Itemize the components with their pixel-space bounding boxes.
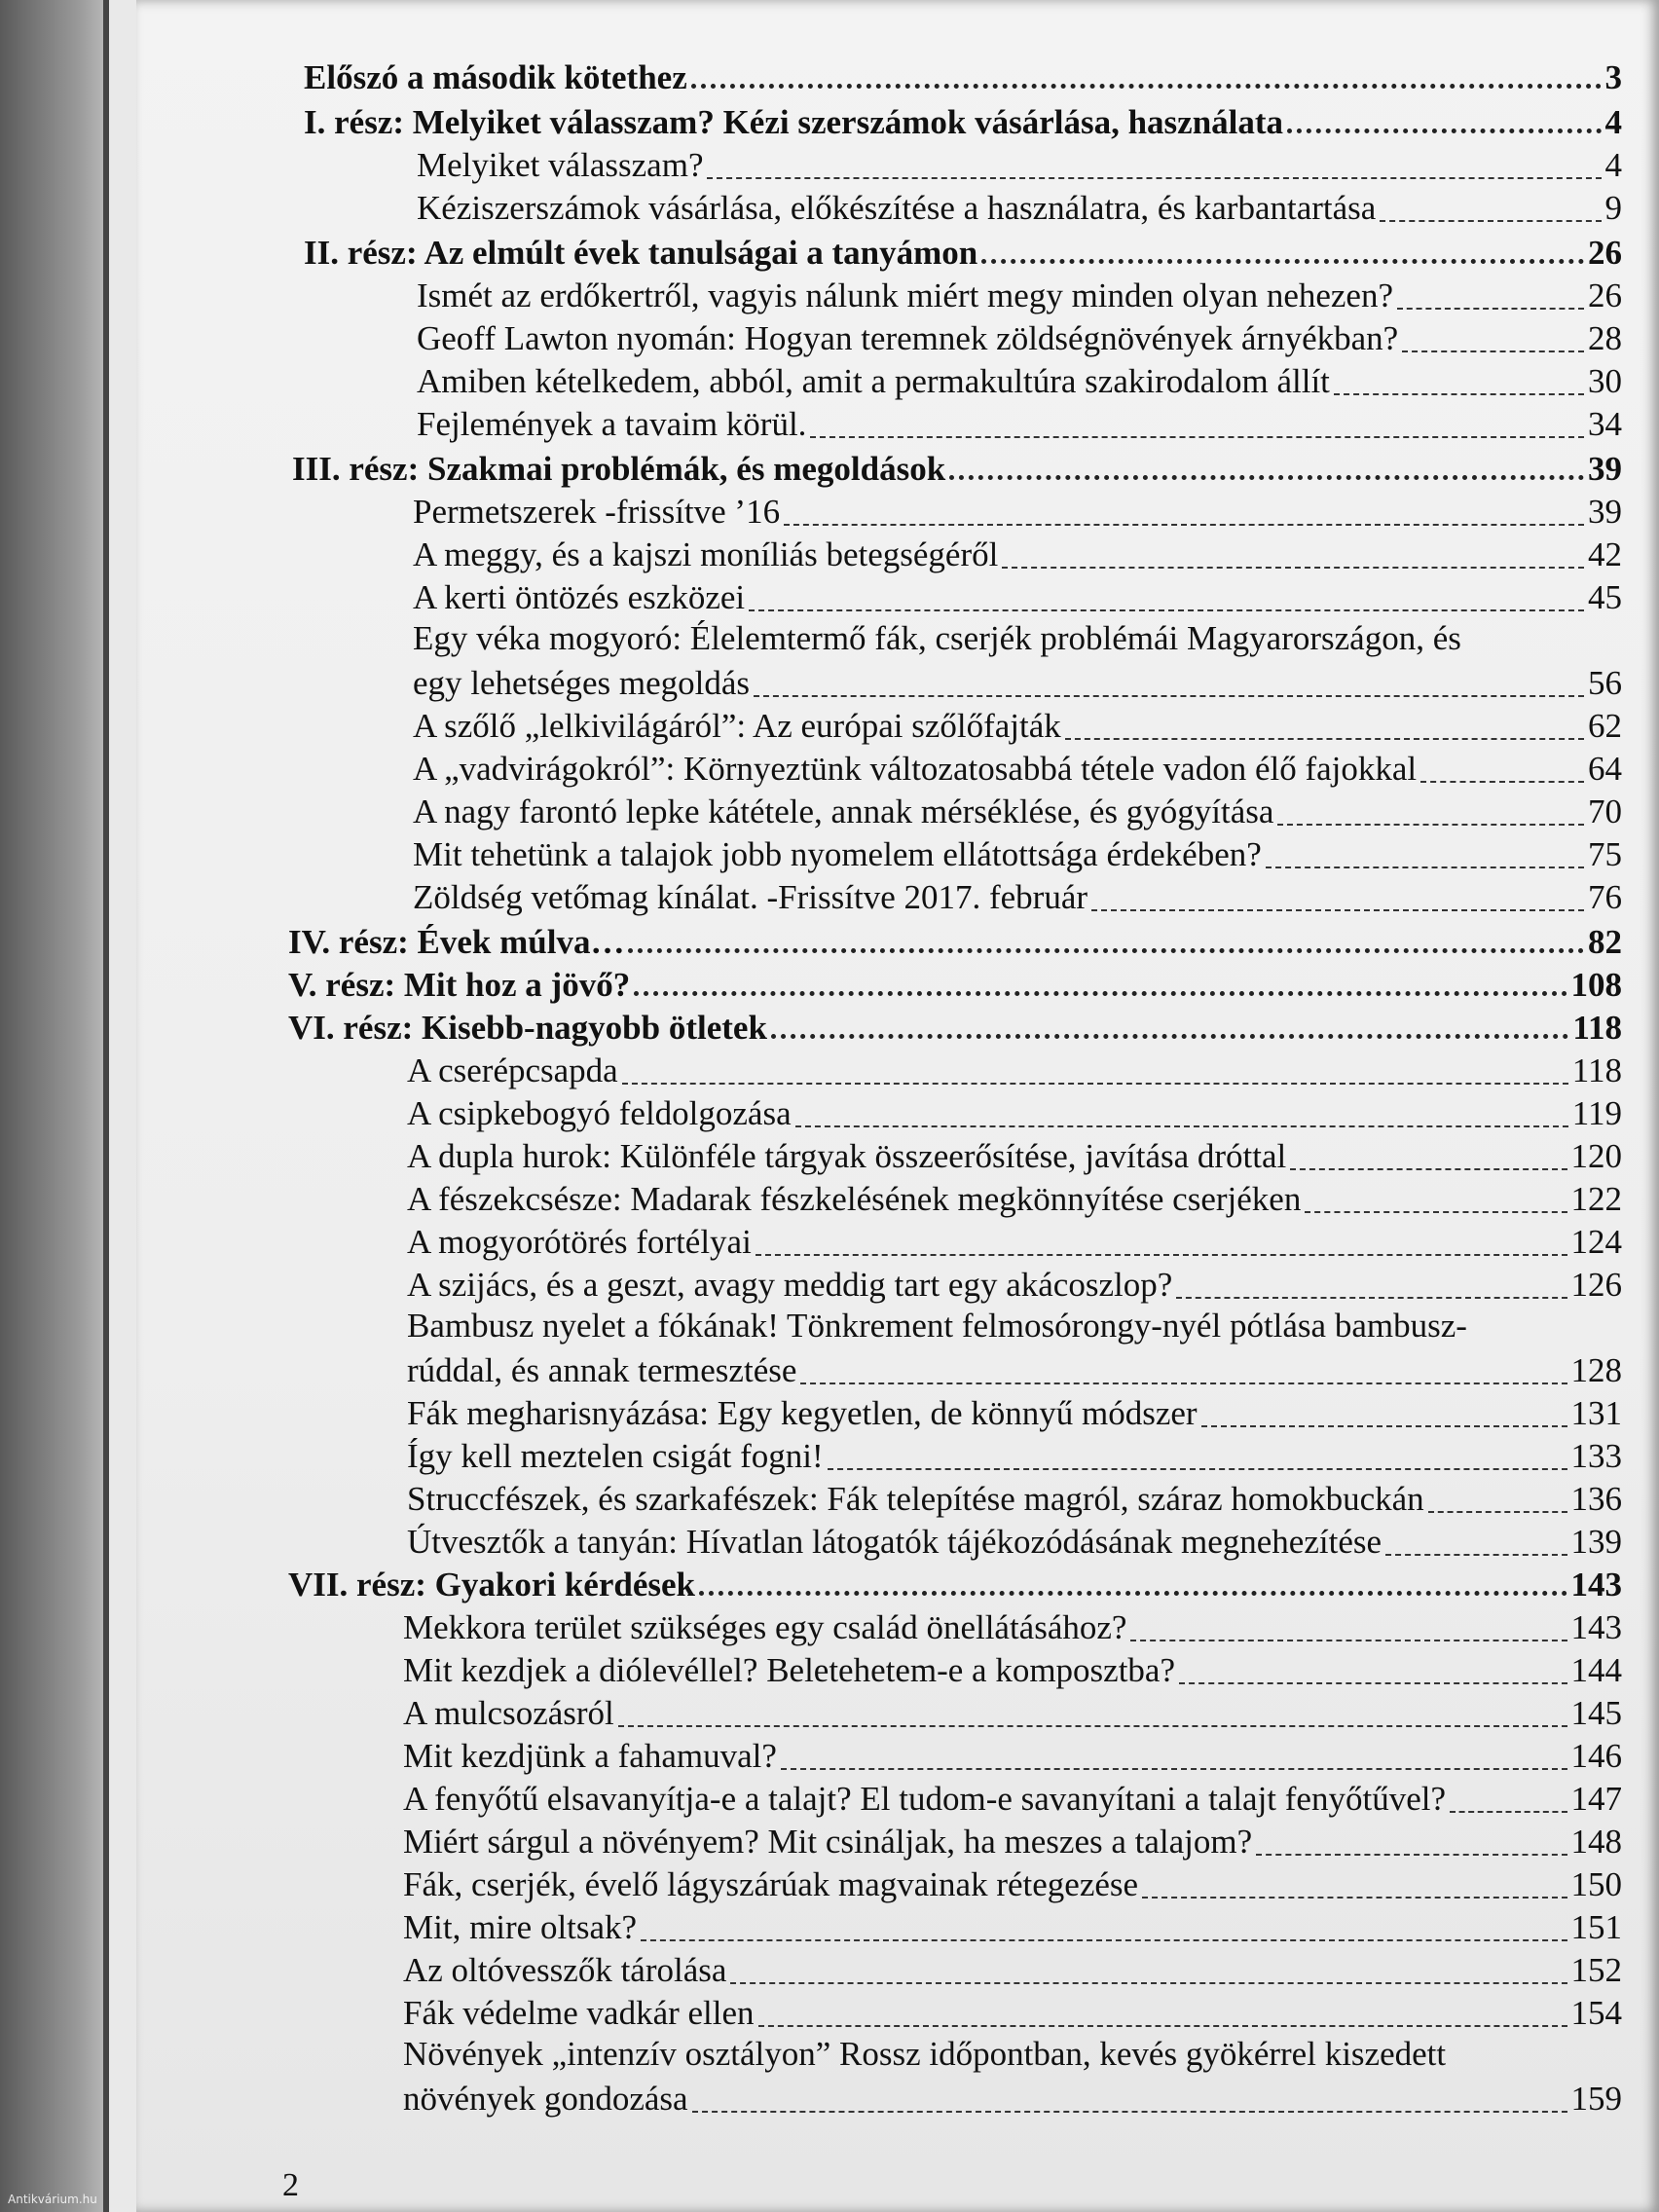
toc-entry-title: II. rész: Az elmúlt évek tanulságai a tanyámon [304,234,978,272]
toc-entry [403,1776,1622,1819]
toc-entry-page: 30 [1588,362,1622,400]
toc-entry [413,746,1622,789]
toc-entry-title: A fenyőtű elsavanyítja-e a talajt? El tudom-e savanyítani a talajt fenyőtűvel? [403,1780,1446,1818]
toc-leader [1420,781,1584,783]
toc-leader [771,1034,1568,1039]
toc-entry-title: A meggy, és a kajszi moníliás betegségéről [413,535,999,573]
toc-entry-page: 64 [1588,750,1622,788]
toc-entry-title: VII. rész: Gyakori kérdések [288,1566,696,1604]
toc-entry [413,660,1622,703]
toc-entry [288,919,1622,962]
toc-leader [1402,350,1584,352]
toc-entry-title: Mit kezdjünk a fahamuval? [403,1737,777,1775]
toc-entry-page: 62 [1588,707,1622,745]
toc-entry-title: Mit tehetünk a talajok jobb nyomelem ellátottsága érdekében? [413,835,1262,873]
toc-entry-title: növények gondozása [403,2080,688,2118]
toc-entry [304,55,1622,97]
toc-leader [828,1468,1567,1470]
toc-leader [1277,824,1584,826]
toc-entry-page: 28 [1588,319,1622,357]
toc-entry-title: A csipkebogyó feldolgozása [407,1094,792,1132]
toc-entry-page: 75 [1588,835,1622,873]
toc-entry-title: A mulcsozásról [403,1694,614,1732]
toc-entry [407,1090,1622,1133]
toc-leader [756,1254,1567,1256]
toc-entry-page: 3 [1604,58,1622,96]
toc-entry-page: 56 [1588,664,1622,702]
toc-leader [758,2025,1567,2027]
toc-leader [1065,738,1584,740]
toc-entry-title: A nagy farontó lepke kátétele, annak mérséklése, és gyógyítása [413,793,1274,830]
toc-entry-page: 151 [1570,1908,1622,1946]
toc-entry-title: Kéziszerszámok vásárlása, előkészítése a használatra, és karbantartása [417,189,1377,227]
toc-entry-page: 136 [1570,1480,1622,1518]
toc-entry-title: Ismét az erdőkertről, vagyis nálunk miért megy minden olyan nehezen? [417,276,1393,314]
toc-leader [699,1591,1567,1596]
toc-entry-page: 126 [1570,1266,1622,1304]
toc-entry-title: V. rész: Mit hoz a jövő? [288,966,631,1004]
toc-entry-page: 128 [1570,1351,1622,1389]
toc-entry-page: 76 [1588,878,1622,916]
toc-leader [1334,393,1584,395]
toc-entry [304,230,1622,273]
toc-entry-page: 118 [1572,1009,1622,1047]
toc-entry [417,401,1622,444]
table-of-contents [0,55,1659,2157]
toc-entry-page: 133 [1570,1437,1622,1475]
toc-entry-page: 131 [1570,1394,1622,1432]
toc-entry-title: Fejlemények a tavaim körül. [417,405,807,443]
toc-entry-page: 4 [1604,146,1622,184]
toc-entry-page: 144 [1570,1651,1622,1689]
toc-entry [413,874,1622,917]
toc-leader [634,991,1567,996]
toc-entry-page: 26 [1588,276,1622,314]
toc-entry-title: Permetszerek -frissítve ’16 [413,493,781,531]
toc-entry [413,574,1622,617]
toc-entry-page: 145 [1570,1694,1622,1732]
toc-leader [1266,866,1584,868]
toc-entry [413,703,1622,746]
toc-entry-page: 70 [1588,793,1622,830]
toc-entry [407,1390,1622,1433]
toc-entry-page: 39 [1588,450,1622,488]
toc-entry-page: 148 [1570,1823,1622,1861]
toc-entry-page: 159 [1570,2080,1622,2118]
toc-entry-page: 4 [1604,103,1622,141]
toc-entry-page: 146 [1570,1737,1622,1775]
toc-leader [641,1939,1567,1941]
toc-entry [407,1219,1622,1262]
toc-entry-title-line1: Bambusz nyelet a fókának! Tönkrement felmosórongy-nyél pótlása bambusz- [407,1307,1467,1345]
toc-entry-page: 152 [1570,1951,1622,1989]
toc-entry-page: 42 [1588,535,1622,573]
toc-leader [749,609,1584,611]
toc-leader [1287,129,1601,133]
toc-leader [1385,1554,1567,1556]
toc-entry-title: A mogyorótörés fortélyai [407,1223,752,1261]
toc-entry-title: III. rész: Szakmai problémák, és megoldások [292,450,946,488]
toc-entry-page: 139 [1570,1523,1622,1561]
toc-entry-title: Zöldség vetőmag kínálat. -Frissítve 2017. február [413,878,1088,916]
toc-leader [1428,1511,1567,1513]
toc-entry-page: 108 [1570,966,1622,1004]
toc-entry-title: A szijács, és a geszt, avagy meddig tart egy akácoszlop? [407,1266,1173,1304]
toc-leader [784,524,1584,526]
toc-entry [407,1476,1622,1519]
toc-entry [413,831,1622,874]
toc-leader [1176,1297,1567,1299]
toc-entry [403,1862,1622,1904]
toc-entry-page: 9 [1604,189,1622,227]
toc-leader [1130,1640,1567,1641]
toc-leader [1305,1211,1567,1213]
toc-entry [403,1604,1622,1647]
toc-leader [754,695,1584,697]
toc-entry [417,315,1622,358]
toc-entry [413,789,1622,831]
toc-entry-page: 154 [1570,1994,1622,2032]
toc-entry-title: rúddal, és annak termesztése [407,1351,797,1389]
toc-entry-title: Melyiket válasszam? [417,146,704,184]
page-number: 2 [282,2167,299,2203]
toc-entry-title: Amiben kételkedem, abból, amit a permakultúra szakirodalom állít [417,362,1330,400]
toc-entry [403,1990,1622,2033]
toc-entry [403,1819,1622,1862]
toc-entry [403,1647,1622,1690]
toc-entry-title: Fák megharisnyázása: Egy kegyetlen, de könnyű módszer [407,1394,1198,1432]
toc-entry-page: 45 [1588,578,1622,616]
toc-leader [795,1125,1568,1127]
toc-entry-title: Az oltóvesszők tárolása [403,1951,727,1989]
toc-entry-page: 120 [1570,1137,1622,1175]
toc-entry-page: 118 [1571,1051,1622,1089]
toc-entry-page: 124 [1570,1223,1622,1261]
toc-leader [981,259,1584,264]
toc-leader [1201,1425,1567,1427]
toc-leader [730,1982,1567,1984]
toc-entry-title: Miért sárgul a növényem? Mit csináljak, ha meszes a talajom? [403,1823,1253,1861]
toc-entry-page: 26 [1588,234,1622,272]
toc-entry-page: 34 [1588,405,1622,443]
toc-leader [628,948,1584,953]
toc-leader [781,1768,1567,1770]
toc-entry-title: A szőlő „lelkivilágáról”: Az európai szőlőfajták [413,707,1061,745]
toc-entry [407,1262,1622,1305]
toc-entry [403,1904,1622,1947]
toc-leader [1091,909,1584,911]
toc-entry [413,489,1622,532]
toc-leader [1450,1811,1567,1813]
toc-entry-title: Fák védelme vadkár ellen [403,1994,755,2032]
toc-entry-title: Mit kezdjek a diólevéllel? Beletehetem-e a komposztba? [403,1651,1176,1689]
toc-leader [1002,567,1584,569]
toc-leader [1290,1168,1567,1170]
toc-entry-title: Mekkora terület szükséges egy család önellátásához? [403,1608,1127,1646]
toc-entry-title: Struccfészek, és szarkafészek: Fák telepítése magról, száraz homokbuckán [407,1480,1424,1518]
toc-entry-title: Fák, cserjék, évelő lágyszárúak magvainak rétegezése [403,1865,1139,1903]
toc-entry-title: VI. rész: Kisebb-nagyobb ötletek [288,1009,767,1047]
toc-leader [810,436,1584,438]
toc-entry [417,273,1622,315]
toc-entry-page: 143 [1570,1566,1622,1604]
toc-leader [622,1083,1568,1085]
toc-entry [304,99,1622,142]
toc-entry-title: A dupla hurok: Különféle tárgyak összeerősítése, javítása dróttal [407,1137,1287,1175]
toc-entry-title: Mit, mire oltsak? [403,1908,638,1946]
toc-entry-title: A kerti öntözés eszközei [413,578,746,616]
toc-entry [292,446,1622,489]
toc-leader [1256,1854,1567,1856]
toc-entry [413,532,1622,574]
toc-entry-title-line1: Növények „intenzív osztályon” Rossz időpontban, kevés gyökérrel kiszedett [403,2035,1447,2073]
toc-entry [407,1176,1622,1219]
toc-entry [288,1562,1622,1604]
toc-entry [407,1347,1622,1390]
toc-entry-page: 147 [1570,1780,1622,1818]
toc-entry-page: 39 [1588,493,1622,531]
toc-leader [1397,308,1584,310]
toc-leader [1380,220,1601,222]
toc-leader [1142,1897,1567,1899]
toc-entry-title: Útvesztők a tanyán: Hívatlan látogatók tájékozódásának megnehezítése [407,1523,1382,1561]
toc-entry-page: 143 [1570,1608,1622,1646]
toc-entry-title: Így kell meztelen csigát fogni! [407,1437,824,1475]
toc-entry-title: Előszó a második kötethez [304,58,687,96]
toc-entry [403,1733,1622,1776]
toc-entry-page: 150 [1570,1865,1622,1903]
toc-leader [949,475,1584,480]
toc-entry [288,962,1622,1005]
watermark: Antikvárium.hu [8,2193,97,2206]
toc-entry [288,1005,1622,1048]
toc-entry [403,1690,1622,1733]
toc-entry-title: Geoff Lawton nyomán: Hogyan teremnek zöldségnövények árnyékban? [417,319,1399,357]
toc-leader [800,1382,1567,1384]
toc-entry [407,1048,1622,1090]
toc-entry [407,1433,1622,1476]
toc-entry [407,1519,1622,1562]
toc-entry-page: 82 [1588,923,1622,961]
toc-entry [407,1133,1622,1176]
toc-leader [707,177,1601,179]
toc-leader [692,2111,1567,2113]
toc-entry [403,1947,1622,1990]
toc-entry-page: 119 [1571,1094,1622,1132]
toc-entry-title: A fészekcsésze: Madarak fészkelésének megkönnyítése cserjéken [407,1180,1302,1218]
toc-entry-title: I. rész: Melyiket válasszam? Kézi szerszámok vásárlása, használata [304,103,1284,141]
toc-entry-title: egy lehetséges megoldás [413,664,751,702]
toc-entry [417,142,1622,185]
toc-leader [1179,1682,1567,1684]
toc-entry-page: 122 [1570,1180,1622,1218]
toc-entry [417,358,1622,401]
toc-entry-title: A cserépcsapda [407,1051,618,1089]
toc-leader [691,84,1602,89]
toc-entry [417,185,1622,228]
toc-entry-title: A „vadvirágokról”: Környeztünk változatosabbá tétele vadon élő fajokkal [413,750,1418,788]
toc-leader [618,1725,1567,1727]
toc-entry [403,2076,1622,2119]
toc-entry-title-line1: Egy véka mogyoró: Élelemtermő fák, cserjék problémái Magyarországon, és [413,619,1461,657]
toc-entry-title: IV. rész: Évek múlva… [288,923,625,961]
